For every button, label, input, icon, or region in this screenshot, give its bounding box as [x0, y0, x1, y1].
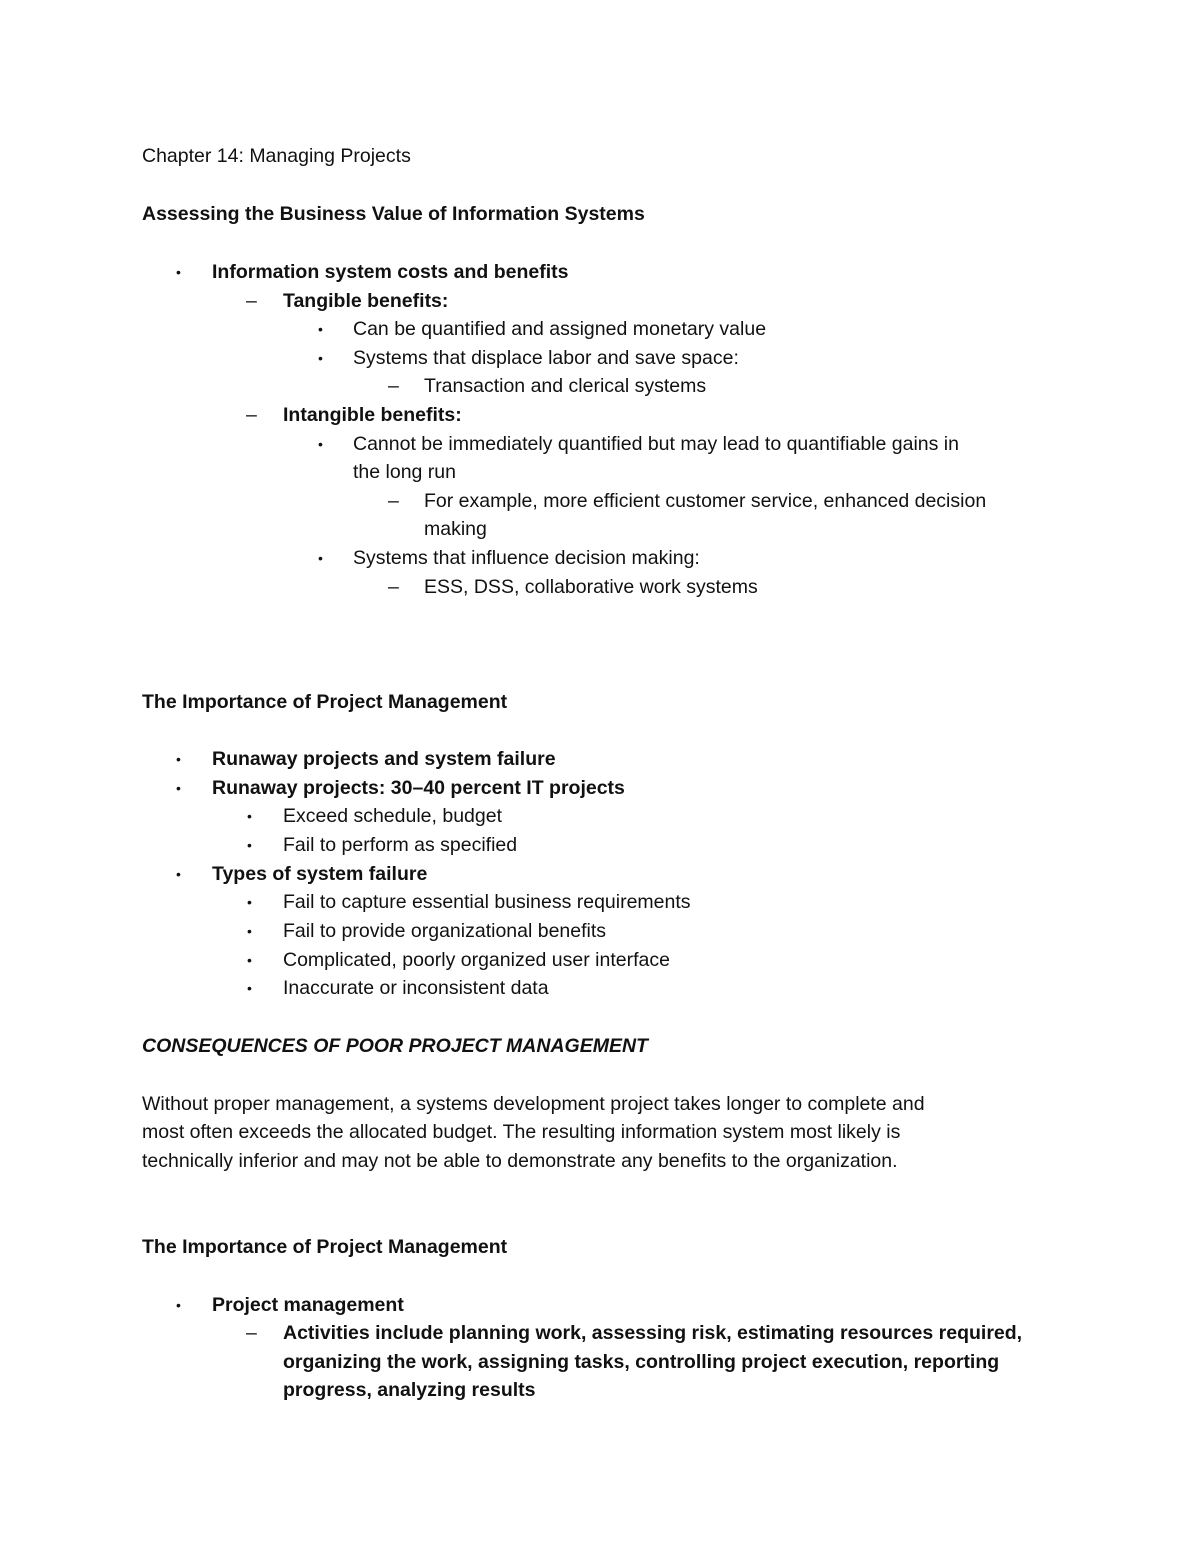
dash-icon: – [388, 576, 399, 598]
list-item: For example, more efficient customer service, enhanced decision [424, 490, 987, 512]
bullet-icon: • [176, 866, 181, 882]
bullet-icon: • [247, 980, 252, 996]
bullet-icon: • [247, 837, 252, 853]
list-item: Fail to perform as specified [283, 834, 518, 856]
bullet-icon: • [176, 751, 181, 767]
list-item: Can be quantified and assigned monetary value [353, 318, 767, 340]
list-item: Exceed schedule, budget [283, 805, 502, 827]
list-item-continuation: progress, analyzing results [283, 1379, 536, 1401]
section-heading-project-management-2: The Importance of Project Management [142, 1236, 508, 1258]
list-item-continuation: the long run [353, 461, 456, 483]
list-item: Activities include planning work, assessing risk, estimating resources required, [283, 1322, 1023, 1344]
list-item: Fail to provide organizational benefits [283, 920, 607, 942]
list-item: Complicated, poorly organized user interface [283, 949, 670, 971]
list-item: Runaway projects and system failure [212, 748, 556, 770]
list-item: ESS, DSS, collaborative work systems [424, 576, 758, 598]
dash-icon: – [246, 290, 257, 312]
section-heading-project-management: The Importance of Project Management [142, 691, 508, 713]
paragraph-line: technically inferior and may not be able to demonstrate any benefits to the organization. [142, 1150, 898, 1172]
dash-icon: – [388, 375, 399, 397]
list-item: Intangible benefits: [283, 404, 462, 426]
bullet-icon: • [318, 350, 323, 366]
dash-icon: – [246, 1322, 257, 1344]
bullet-icon: • [247, 923, 252, 939]
list-item: Transaction and clerical systems [424, 375, 707, 397]
chapter-title: Chapter 14: Managing Projects [142, 145, 411, 167]
bullet-icon: • [318, 321, 323, 337]
list-item: Information system costs and benefits [212, 261, 569, 283]
list-item-continuation: organizing the work, assigning tasks, controlling project execution, reporting [283, 1351, 1000, 1373]
bullet-icon: • [318, 550, 323, 566]
list-item: Runaway projects: 30–40 percent IT projects [212, 777, 625, 799]
list-item: Tangible benefits: [283, 290, 449, 312]
list-item: Systems that displace labor and save space: [353, 347, 739, 369]
bullet-icon: • [247, 894, 252, 910]
list-item: Types of system failure [212, 863, 428, 885]
bullet-icon: • [176, 1297, 181, 1313]
bullet-icon: • [176, 780, 181, 796]
list-item: Inaccurate or inconsistent data [283, 977, 549, 999]
section-heading-business-value: Assessing the Business Value of Information Systems [142, 203, 645, 225]
consequences-heading: CONSEQUENCES OF POOR PROJECT MANAGEMENT [142, 1035, 648, 1057]
list-item: Cannot be immediately quantified but may lead to quantifiable gains in [353, 433, 959, 455]
bullet-icon: • [247, 808, 252, 824]
paragraph-line: Without proper management, a systems development project takes longer to complete and [142, 1093, 925, 1115]
paragraph-line: most often exceeds the allocated budget. The resulting information system most likely is [142, 1121, 901, 1143]
list-item: Fail to capture essential business requirements [283, 891, 691, 913]
dash-icon: – [388, 490, 399, 512]
list-item-continuation: making [424, 518, 487, 540]
bullet-icon: • [247, 952, 252, 968]
bullet-icon: • [318, 436, 323, 452]
list-item: Systems that influence decision making: [353, 547, 700, 569]
dash-icon: – [246, 404, 257, 426]
bullet-icon: • [176, 264, 181, 280]
list-item: Project management [212, 1294, 404, 1316]
